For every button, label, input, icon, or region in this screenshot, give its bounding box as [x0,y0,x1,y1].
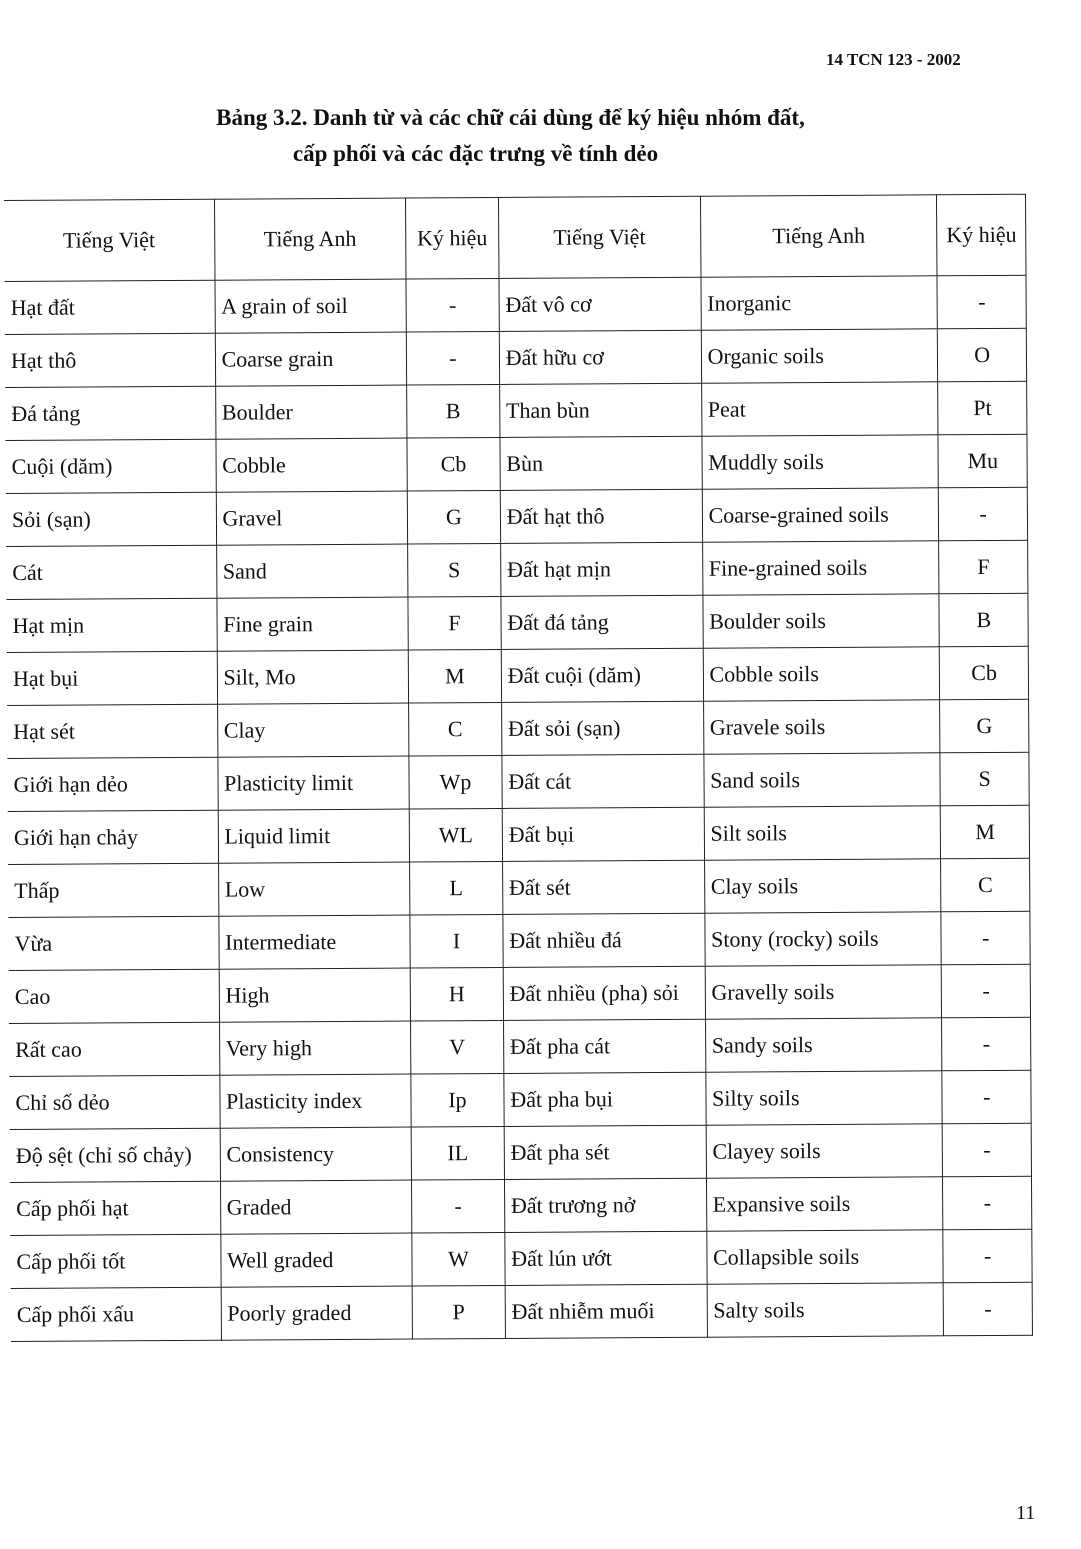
cell-symbol-2: F [939,540,1028,594]
cell-english: Plasticity limit [217,756,409,810]
cell-english-2: Inorganic [701,276,938,330]
cell-english-2: Organic soils [701,329,938,383]
cell-symbol: Wp [409,755,502,809]
cell-symbol-2: O [938,328,1027,382]
cell-symbol: V [411,1020,504,1074]
cell-english: Silt, Mo [217,650,409,704]
caption-line-2: cấp phối và các đặc trưng về tính dẻo [292,141,659,166]
table-row [9,964,1031,1023]
cell-vietnamese: Cấp phối hạt [10,1181,220,1235]
page-number: 11 [1016,1502,1036,1524]
table-row [6,487,1028,546]
cell-english: Boulder [215,385,407,439]
cell-vietnamese: Chỉ số dẻo [9,1075,219,1129]
cell-symbol: C [409,702,502,756]
cell-vietnamese: Cấp phối xấu [11,1287,221,1341]
cell-vietnamese: Cuội (dăm) [5,439,215,493]
cell-english-2: Peat [701,382,938,436]
col-header-symbol: Ký hiệu [406,197,499,279]
cell-english-2: Clayey soils [706,1124,943,1178]
cell-symbol-2: B [939,593,1028,647]
cell-symbol: IL [411,1126,504,1180]
cell-symbol: - [406,278,499,332]
table-row [7,752,1029,811]
cell-symbol: L [410,861,503,915]
cell-vietnamese-2: Đất đá tảng [501,595,703,649]
cell-vietnamese-2: Đất pha sét [504,1125,706,1179]
cell-english: Consistency [220,1127,412,1181]
cell-vietnamese: Cao [9,969,219,1023]
cell-symbol: M [408,649,501,703]
cell-english-2: Silt soils [704,806,941,860]
cell-vietnamese-2: Đất cát [502,754,704,808]
cell-vietnamese: Cát [6,545,216,599]
col-header-english-2: Tiếng Anh [700,195,937,277]
cell-symbol: Cb [407,437,500,491]
cell-vietnamese: Đá tảng [5,386,215,440]
table-row [4,275,1026,334]
cell-english-2: Expansive soils [706,1177,943,1231]
table-row [11,1282,1033,1341]
cell-english: Cobble [216,438,408,492]
cell-vietnamese: Giới hạn chảy [8,810,218,864]
cell-symbol-2: - [942,964,1031,1018]
table-row [10,1123,1032,1182]
col-header-symbol-2: Ký hiệu [937,194,1026,276]
cell-english-2: Salty soils [707,1283,944,1337]
cell-symbol: WL [409,808,502,862]
cell-vietnamese-2: Đất cuội (dăm) [501,648,703,702]
cell-symbol: Ip [411,1073,504,1127]
cell-symbol: H [410,967,503,1021]
cell-vietnamese-2: Đất nhiều (pha) sỏi [503,966,705,1020]
table-row [5,381,1027,440]
cell-symbol: W [412,1232,505,1286]
cell-vietnamese-2: Đất sỏi (sạn) [501,701,703,755]
table-row [10,1176,1032,1235]
table-row [6,540,1028,599]
cell-symbol-2: - [944,1282,1033,1336]
cell-vietnamese-2: Đất bụi [502,807,704,861]
cell-vietnamese-2: Đất vô cơ [499,277,701,331]
cell-vietnamese-2: Đất hạt thô [500,489,702,543]
cell-vietnamese-2: Đất hạt mịn [500,542,702,596]
cell-vietnamese-2: Đất pha cát [503,1019,705,1073]
cell-symbol: - [406,331,499,385]
table-row [7,699,1029,758]
cell-symbol: G [407,490,500,544]
cell-vietnamese: Vừa [8,916,218,970]
cell-vietnamese-2: Bùn [500,436,702,490]
table-row [7,646,1029,705]
cell-english: A grain of soil [215,279,407,333]
table-row [8,858,1030,917]
cell-english: Plasticity index [219,1074,411,1128]
cell-symbol-2: - [943,1176,1032,1230]
cell-symbol: I [410,914,503,968]
cell-vietnamese-2: Đất pha bụi [504,1072,706,1126]
cell-symbol: P [412,1285,505,1339]
cell-vietnamese: Thấp [8,863,218,917]
table-row [10,1229,1032,1288]
standard-code: 14 TCN 123 - 2002 [826,50,961,69]
cell-vietnamese-2: Đất trương nở [504,1178,706,1232]
cell-vietnamese: Hạt mịn [6,598,216,652]
cell-symbol-2: C [941,858,1030,912]
cell-symbol-2: Cb [940,646,1029,700]
table-row [6,593,1028,652]
table-row [8,911,1030,970]
cell-vietnamese-2: Đất nhiễm muối [505,1284,707,1338]
cell-english: Low [218,862,410,916]
cell-vietnamese: Hạt bụi [7,651,217,705]
table-caption [0,100,1081,172]
cell-english-2: Clay soils [704,859,941,913]
cell-vietnamese: Giới hạn dẻo [7,757,217,811]
table-header-row [4,194,1026,281]
cell-english: Liquid limit [218,809,410,863]
cell-english: High [219,968,411,1022]
cell-vietnamese: Sỏi (sạn) [6,492,216,546]
cell-english-2: Coarse-grained soils [702,488,939,542]
cell-symbol-2: G [940,699,1029,753]
cell-symbol-2: - [942,1070,1031,1124]
soil-symbol-table [4,194,1033,1342]
cell-english-2: Gravelly soils [705,965,942,1019]
cell-english: Clay [217,703,409,757]
cell-symbol: B [407,384,500,438]
cell-english: Coarse grain [215,332,407,386]
cell-symbol-2: - [943,1229,1032,1283]
cell-english: Graded [220,1180,412,1234]
col-header-vietnamese-2: Tiếng Việt [498,196,700,278]
cell-symbol-2: - [939,487,1028,541]
cell-english-2: Cobble soils [703,647,940,701]
cell-english-2: Boulder soils [703,594,940,648]
cell-english: Fine grain [216,597,408,651]
cell-vietnamese-2: Than bùn [499,383,701,437]
cell-symbol: - [412,1179,505,1233]
table-row [8,805,1030,864]
cell-english: Gravel [216,491,408,545]
table-row [5,328,1027,387]
cell-symbol-2: Mu [938,434,1027,488]
cell-vietnamese-2: Đất nhiều đá [503,913,705,967]
cell-symbol-2: S [940,752,1029,806]
cell-vietnamese: Hạt sét [7,704,217,758]
cell-symbol-2: M [941,805,1030,859]
cell-vietnamese: Rất cao [9,1022,219,1076]
cell-english-2: Collapsible soils [706,1230,943,1284]
cell-vietnamese: Độ sệt (chỉ số chảy) [10,1128,220,1182]
cell-symbol: S [408,543,501,597]
cell-symbol-2: Pt [938,381,1027,435]
caption-line-1: Bảng 3.2. Danh từ và các chữ cái dùng để ký hiệu nhóm đất, [216,105,805,130]
cell-english: Very high [219,1021,411,1075]
cell-english: Poorly graded [221,1286,413,1340]
table-body [4,275,1032,1341]
cell-vietnamese-2: Đất lún ướt [505,1231,707,1285]
col-header-english: Tiếng Anh [214,198,406,280]
cell-english-2: Stony (rocky) soils [704,912,941,966]
cell-symbol-2: - [937,275,1026,329]
table-row [9,1017,1031,1076]
cell-vietnamese: Hạt thô [5,333,215,387]
cell-english-2: Sand soils [703,753,940,807]
cell-vietnamese-2: Đất hữu cơ [499,330,701,384]
cell-english-2: Fine-grained soils [702,541,939,595]
col-header-vietnamese: Tiếng Việt [4,199,215,281]
cell-symbol-2: - [941,911,1030,965]
table-row [5,434,1027,493]
cell-english-2: Gravele soils [703,700,940,754]
cell-english: Well graded [220,1233,412,1287]
table-row [9,1070,1031,1129]
cell-vietnamese-2: Đất sét [502,860,704,914]
cell-symbol-2: - [943,1123,1032,1177]
cell-english-2: Silty soils [705,1071,942,1125]
cell-english-2: Muddly soils [702,435,939,489]
cell-english: Intermediate [218,915,410,969]
cell-english: Sand [216,544,408,598]
cell-symbol-2: - [942,1017,1031,1071]
cell-symbol: F [408,596,501,650]
cell-vietnamese: Cấp phối tốt [10,1234,220,1288]
cell-english-2: Sandy soils [705,1018,942,1072]
cell-vietnamese: Hạt đất [4,280,214,334]
